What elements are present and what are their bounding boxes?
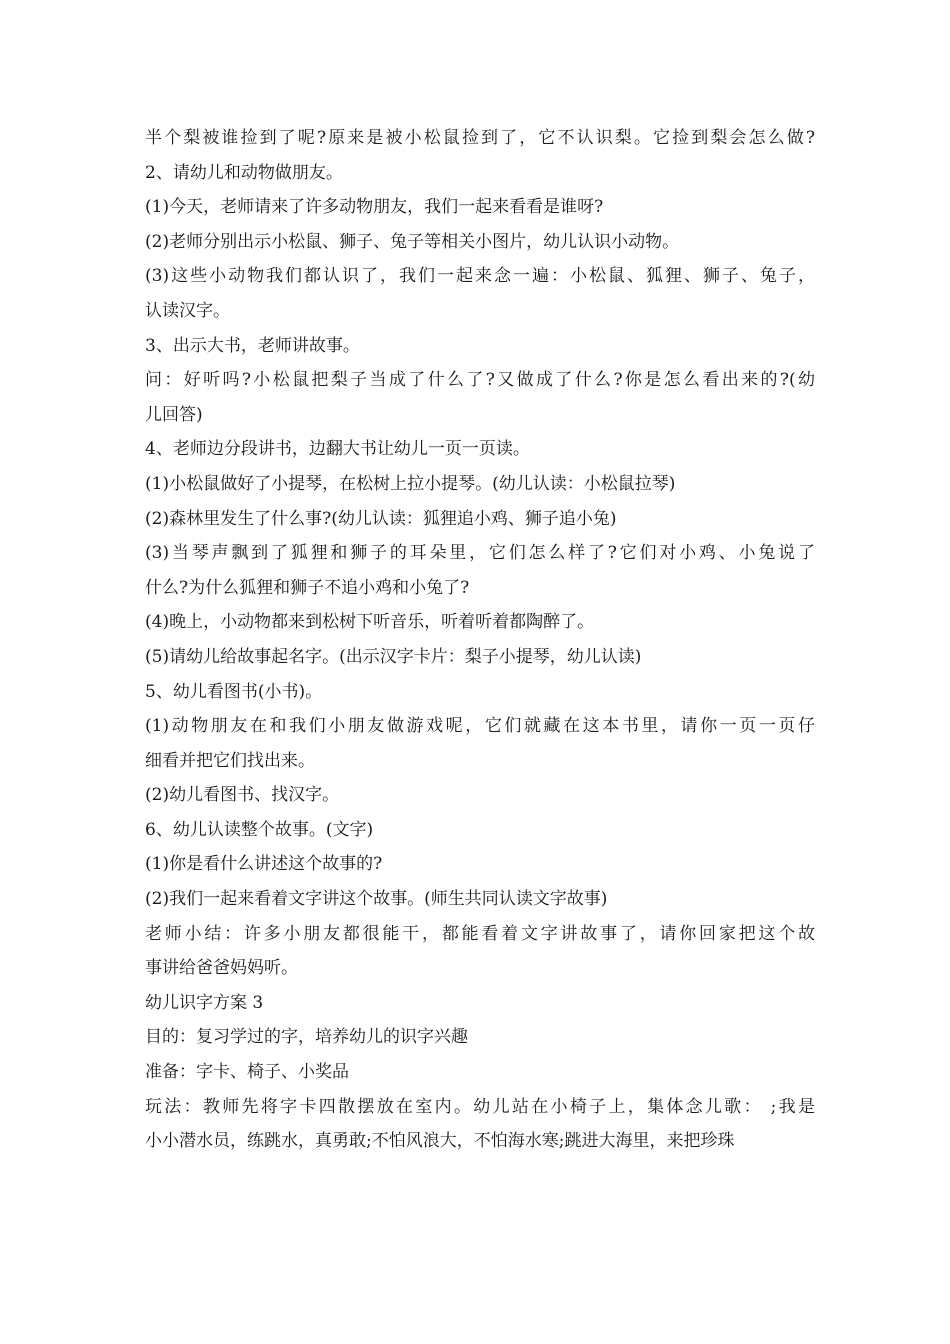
- text-line: 2、请幼儿和动物做朋友。: [145, 162, 343, 183]
- text-line: (1)动物朋友在和我们小朋友做游戏呢，它们就藏在这本书里，请你一页一页仔: [145, 716, 815, 737]
- text-line: (2)我们一起来看着文字讲这个故事。(师生共同认读文字故事): [145, 889, 608, 910]
- text-line: (5)请幼儿给故事起名字。(出示汉字卡片：梨子小提琴，幼儿认读): [145, 646, 642, 667]
- text-line: 3、出示大书，老师讲故事。: [145, 335, 360, 356]
- text-line: (1)小松鼠做好了小提琴，在松树上拉小提琴。(幼儿认读：小松鼠拉琴): [145, 473, 676, 494]
- text-line: 儿回答): [145, 404, 203, 425]
- text-line: 6、幼儿认读整个故事。(文字): [145, 819, 374, 840]
- text-line: 准备：字卡、椅子、小奖品: [145, 1062, 349, 1083]
- text-line: (1)今天，老师请来了许多动物朋友，我们一起来看看是谁呀?: [145, 197, 604, 218]
- text-line: 问：好听吗?小松鼠把梨子当成了什么了?又做成了什么?你是怎么看出来的?(幼: [145, 370, 815, 391]
- text-line: 4、老师边分段讲书，边翻大书让幼儿一页一页读。: [145, 439, 530, 460]
- text-line: 目的：复习学过的字，培养幼儿的识字兴趣: [145, 1027, 468, 1048]
- text-line: (3)当琴声飘到了狐狸和狮子的耳朵里，它们怎么样了?它们对小鸡、小兔说了: [145, 543, 815, 564]
- text-line: (3)这些小动物我们都认识了，我们一起来念一遍：小松鼠、狐狸、狮子、兔子，: [145, 266, 815, 287]
- text-line: 老师小结：许多小朋友都很能干，都能看着文字讲故事了，请你回家把这个故: [145, 923, 815, 944]
- text-line: (1)你是看什么讲述这个故事的?: [145, 854, 383, 875]
- text-line: (2)老师分别出示小松鼠、狮子、兔子等相关小图片，幼儿认识小动物。: [145, 231, 680, 252]
- text-line: 5、幼儿看图书(小书)。: [145, 681, 323, 702]
- document-body: [145, 121, 825, 1159]
- section-heading: 幼儿识字方案 3: [145, 992, 264, 1013]
- text-line: 玩法：教师先将字卡四散摆放在室内。幼儿站在小椅子上，集体念儿歌： ;我是: [145, 1096, 815, 1117]
- text-line: (4)晚上，小动物都来到松树下听音乐，听着听着都陶醉了。: [145, 612, 595, 633]
- text-line: 细看并把它们找出来。: [145, 750, 315, 771]
- text-line: 半个梨被谁捡到了呢?原来是被小松鼠捡到了，它不认识梨。它捡到梨会怎么做?: [145, 128, 815, 148]
- text-line: (2)幼儿看图书、找汉字。: [145, 785, 340, 806]
- text-line: 小小潜水员，练跳水，真勇敢;不怕风浪大，不怕海水寒;跳进大海里，来把珍珠: [145, 1131, 735, 1152]
- text-line: 什么?为什么狐狸和狮子不追小鸡和小兔了?: [145, 577, 470, 598]
- text-line: 认读汉字。: [145, 300, 230, 321]
- text-line: (2)森林里发生了什么事?(幼儿认读：狐狸追小鸡、狮子追小兔): [145, 508, 617, 529]
- text-line: 事讲给爸爸妈妈听。: [145, 958, 298, 979]
